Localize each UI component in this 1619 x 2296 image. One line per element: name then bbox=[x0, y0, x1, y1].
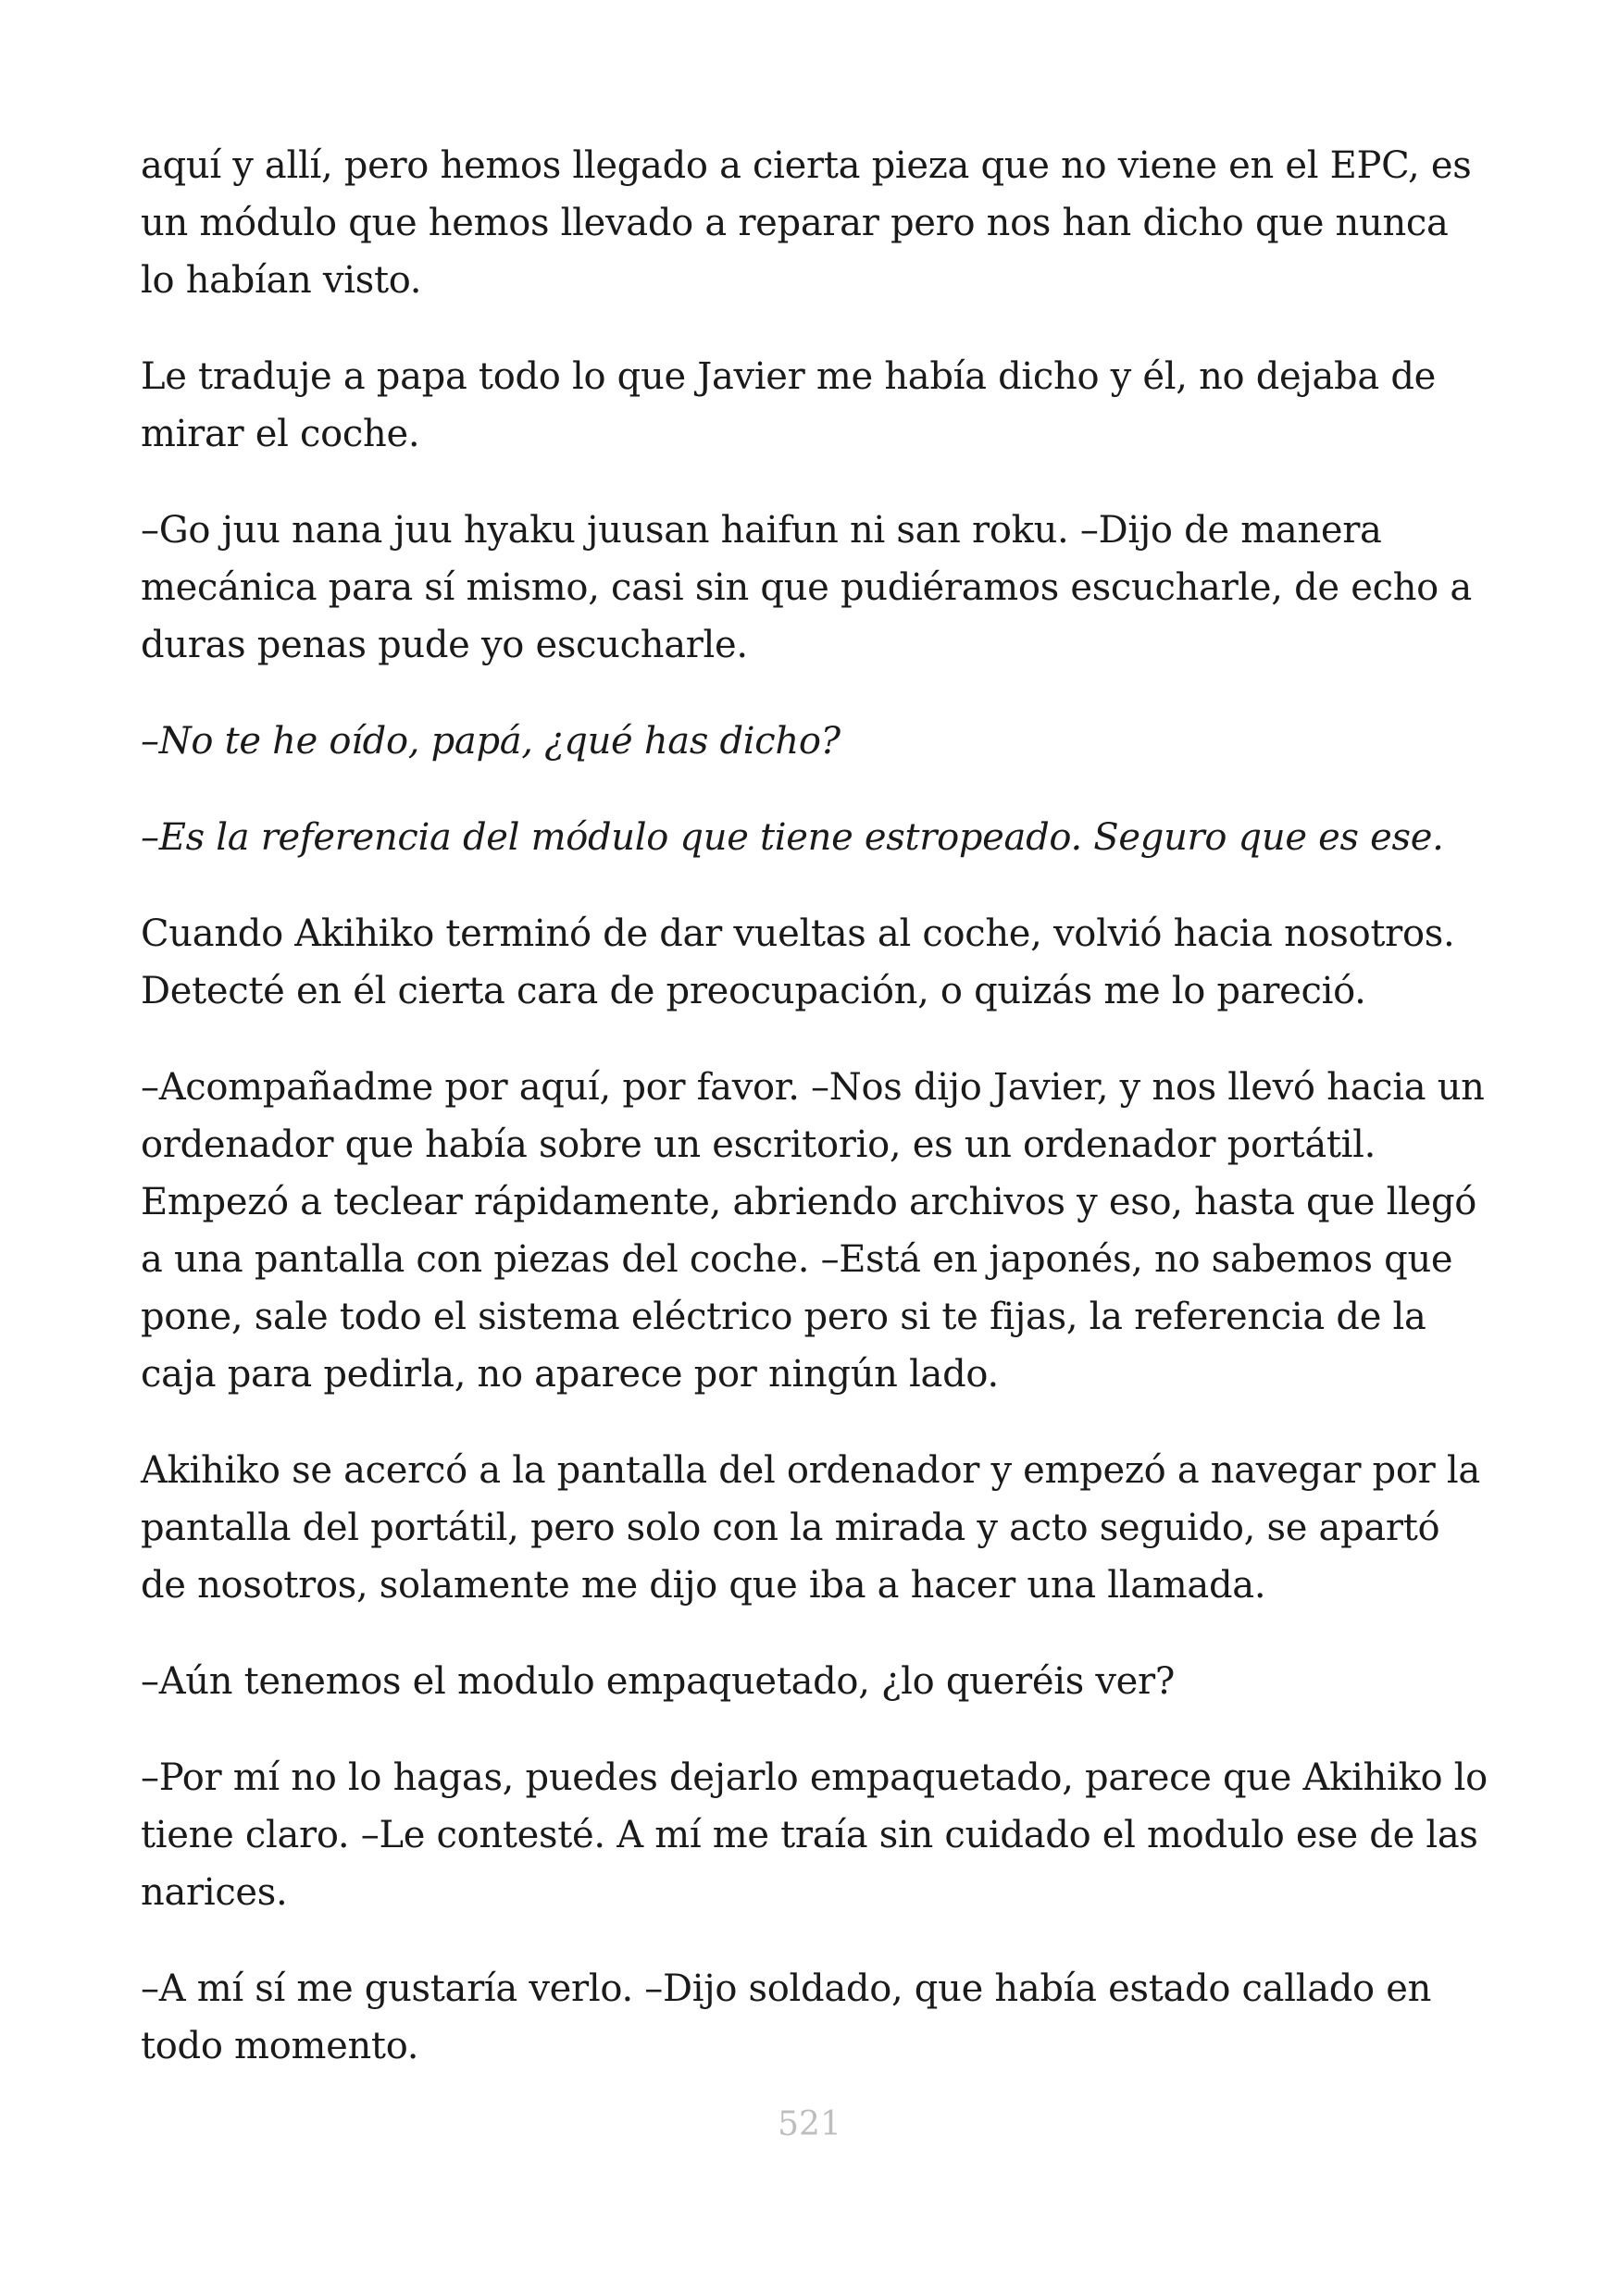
paragraph: Le traduje a papa todo lo que Javier me había dicho y él, no dejaba de mirar el coche. bbox=[141, 355, 1437, 455]
paragraph: aquí y allí, pero hemos llegado a cierta pieza que no viene en el EPC, es un módulo que hemos llevado a reparar pero nos han dicho que nunca lo habían visto. bbox=[141, 144, 1472, 302]
page-number: 521 bbox=[778, 2105, 841, 2143]
paragraph: –Aún tenemos el modulo empaquetado, ¿lo queréis ver? bbox=[141, 1660, 1175, 1703]
paragraph: Cuando Akihiko terminó de dar vueltas al coche, volvió hacia nosotros. Detecté en él cierta cara de preocupación, o quizás me lo pareció. bbox=[141, 912, 1455, 1012]
paragraph-italic: –Es la referencia del módulo que tiene estropeado. Seguro que es ese. bbox=[141, 816, 1444, 859]
paragraph: –Por mí no lo hagas, puedes dejarlo empaquetado, parece que Akihiko lo tiene claro. –Le contesté. A mí me traía sin cuidado el modulo ese de las narices. bbox=[141, 1756, 1488, 1914]
paragraph: Akihiko se acercó a la pantalla del ordenador y empezó a navegar por la pantalla del portátil, pero solo con la mirada y acto seguido, se apartó de nosotros, solamente me dijo que iba a hacer una llamada. bbox=[141, 1449, 1480, 1607]
paragraph: –A mí sí me gustaría verlo. –Dijo soldado, que había estado callado en todo momento. bbox=[141, 1967, 1432, 2067]
paragraph: –Acompañadme por aquí, por favor. –Nos dijo Javier, y nos llevó hacia un ordenador que había sobre un escritorio, es un ordenador portátil. Empezó a teclear rápidamente, abriendo archivos y eso, hasta que llegó a una pantalla con piezas del coche. –Está en japonés, no sabemos que pone, sale todo el sistema eléctrico pero si te fijas, la referencia de la caja para pedirla, no aparece por ningún lado. bbox=[141, 1066, 1485, 1396]
page-body bbox=[141, 137, 1492, 2114]
paragraph-italic: –No te he oído, papá, ¿qué has dicho? bbox=[141, 720, 841, 763]
paragraph: –Go juu nana juu hyaku juusan haifun ni san roku. –Dijo de manera mecánica para sí mismo, casi sin que pudiéramos escucharle, de echo a duras penas pude yo escucharle. bbox=[141, 509, 1472, 666]
